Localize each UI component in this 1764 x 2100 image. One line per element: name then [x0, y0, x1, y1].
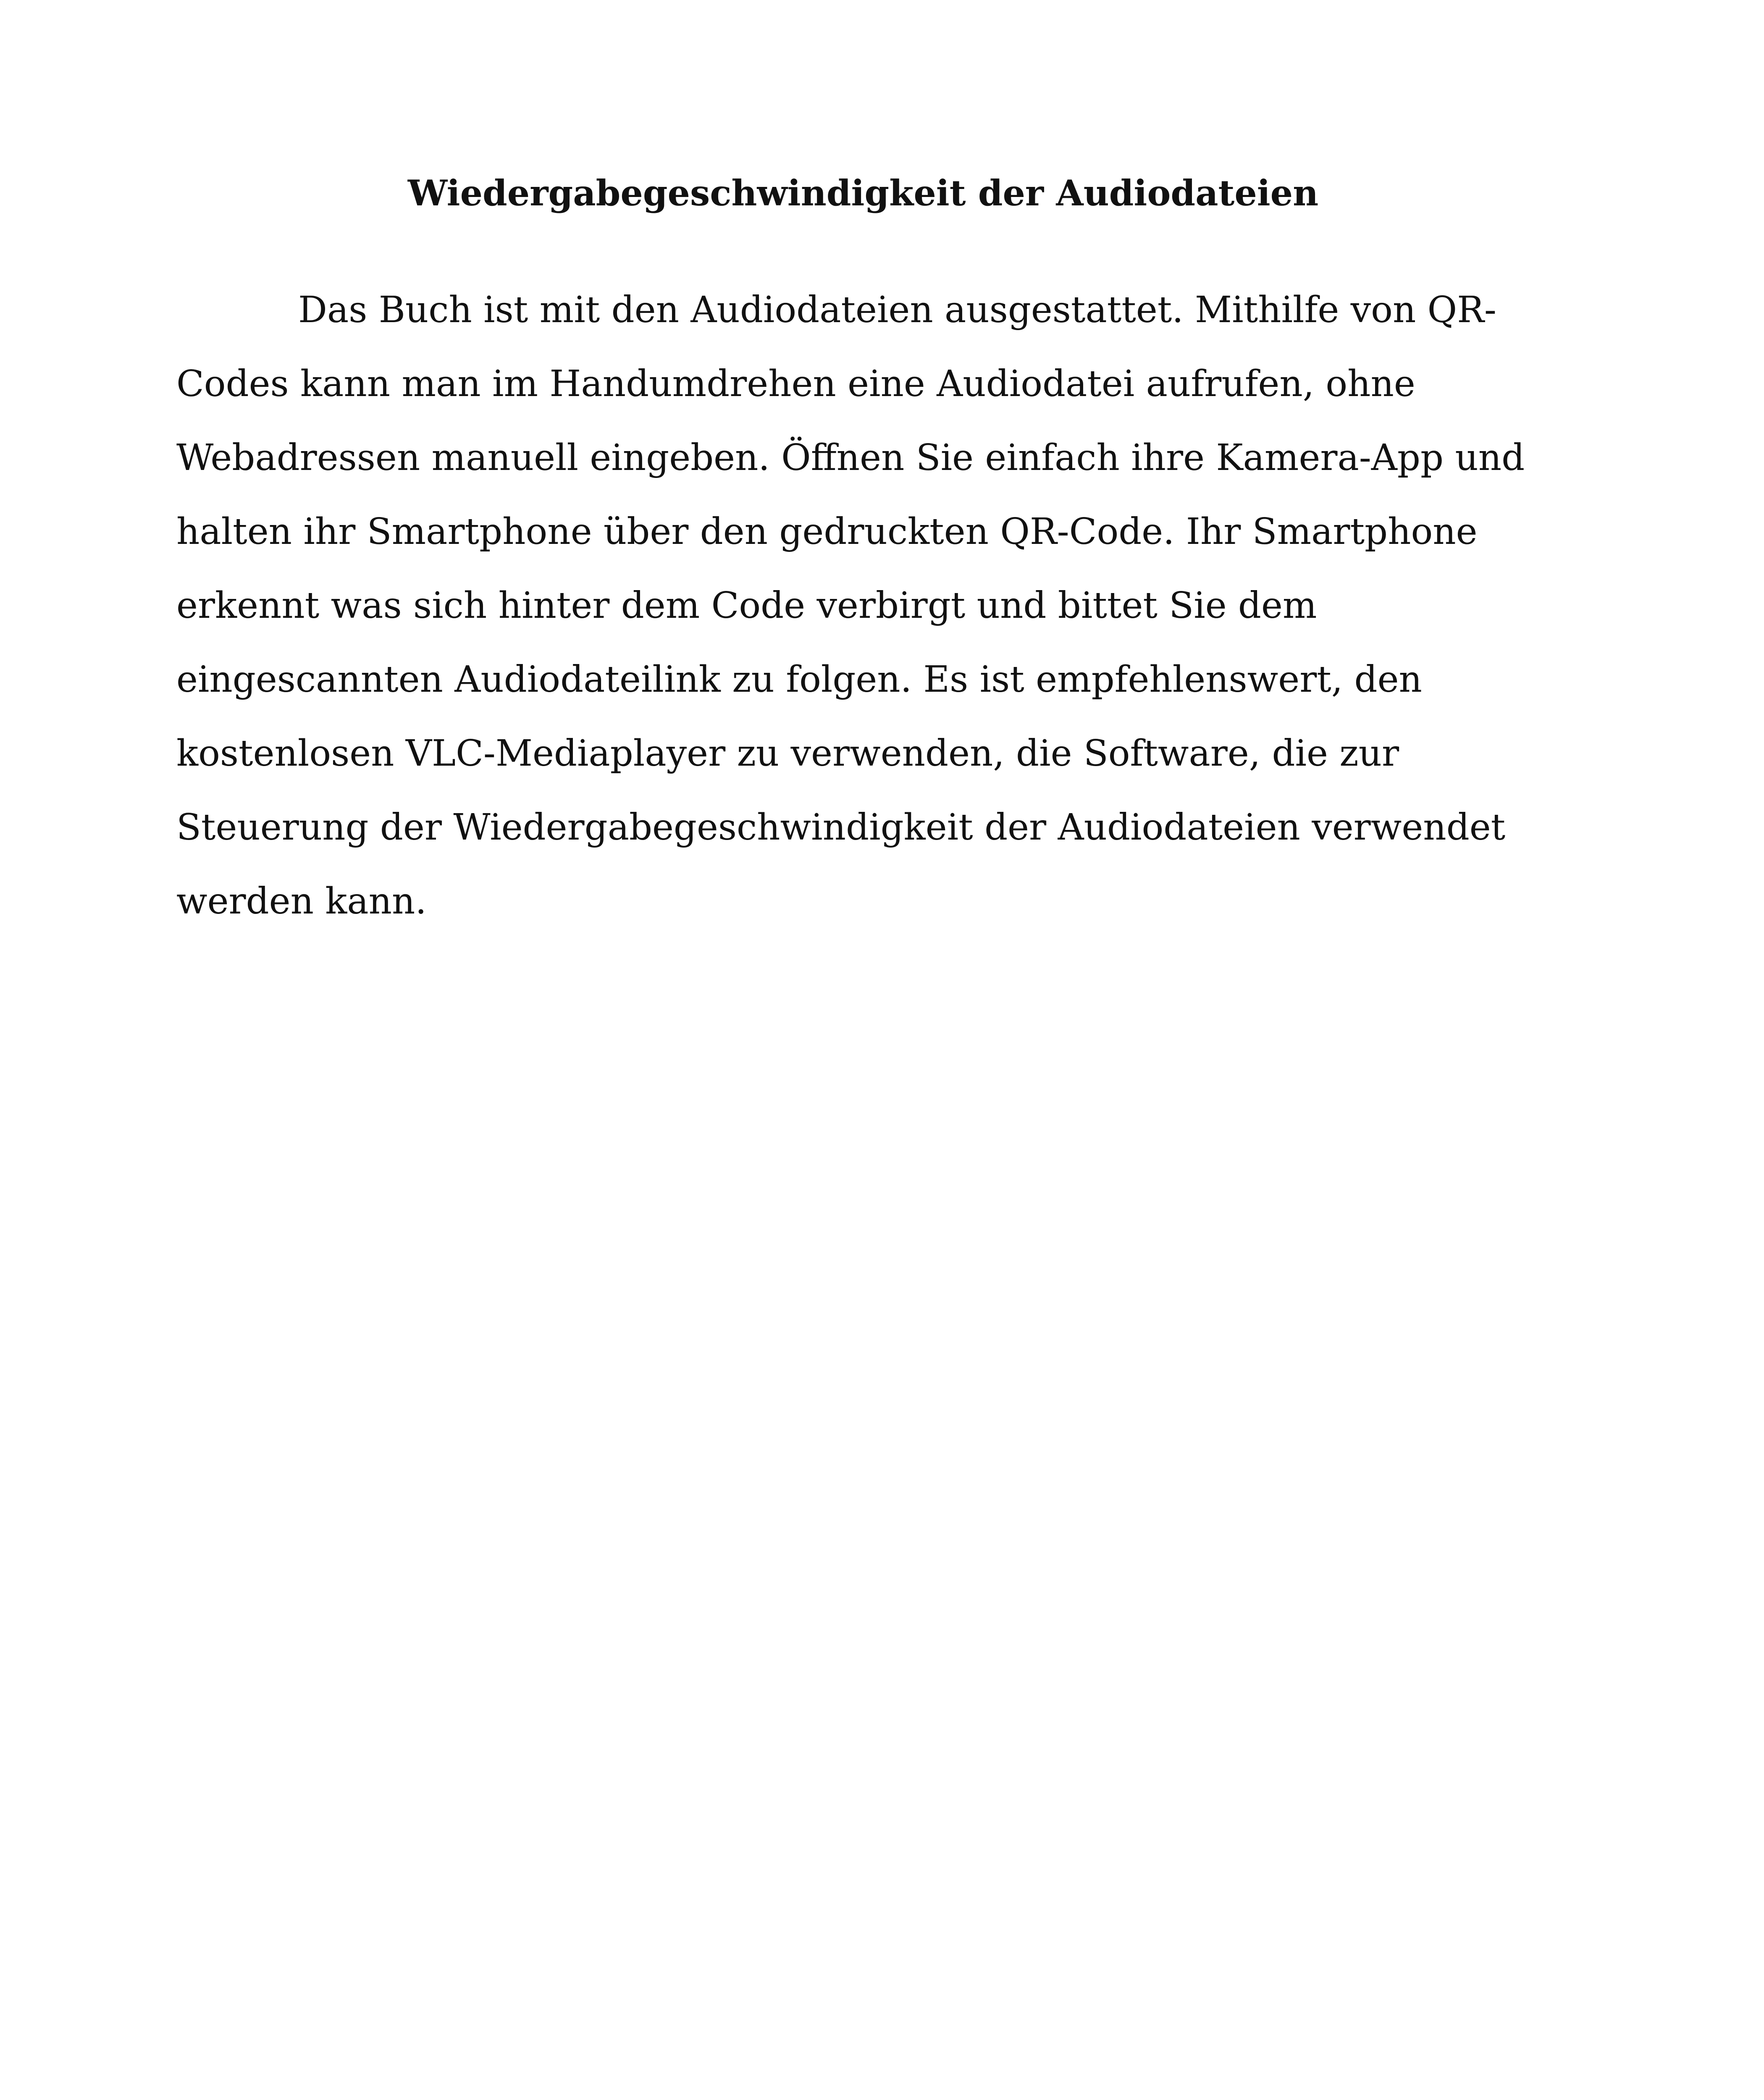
- paragraph-line: werden kann.: [176, 880, 427, 922]
- paragraph-line: Das Buch ist mit den Audiodateien ausgestattet. Mithilfe von QR-: [298, 289, 1496, 331]
- section-heading: Wiedergabegeschwindigkeit der Audiodateien: [407, 172, 1319, 214]
- paragraph-line: halten ihr Smartphone über den gedruckten QR-Code. Ihr Smartphone: [176, 511, 1478, 553]
- paragraph-line: erkennt was sich hinter dem Code verbirgt und bittet Sie dem: [176, 585, 1317, 627]
- paragraph-line: kostenlosen VLC-Mediaplayer zu verwenden, die Software, die zur: [176, 732, 1399, 774]
- paragraph-line: Codes kann man im Handumdrehen eine Audiodatei aufrufen, ohne: [176, 363, 1415, 405]
- paragraph-line: Steuerung der Wiedergabegeschwindigkeit der Audiodateien verwendet: [176, 806, 1506, 848]
- body-paragraph: [176, 273, 1562, 938]
- paragraph-line: Webadressen manuell eingeben. Öffnen Sie einfach ihre Kamera-App und: [176, 437, 1525, 479]
- paragraph-line: eingescannten Audiodateilink zu folgen. Es ist empfehlenswert, den: [176, 659, 1422, 701]
